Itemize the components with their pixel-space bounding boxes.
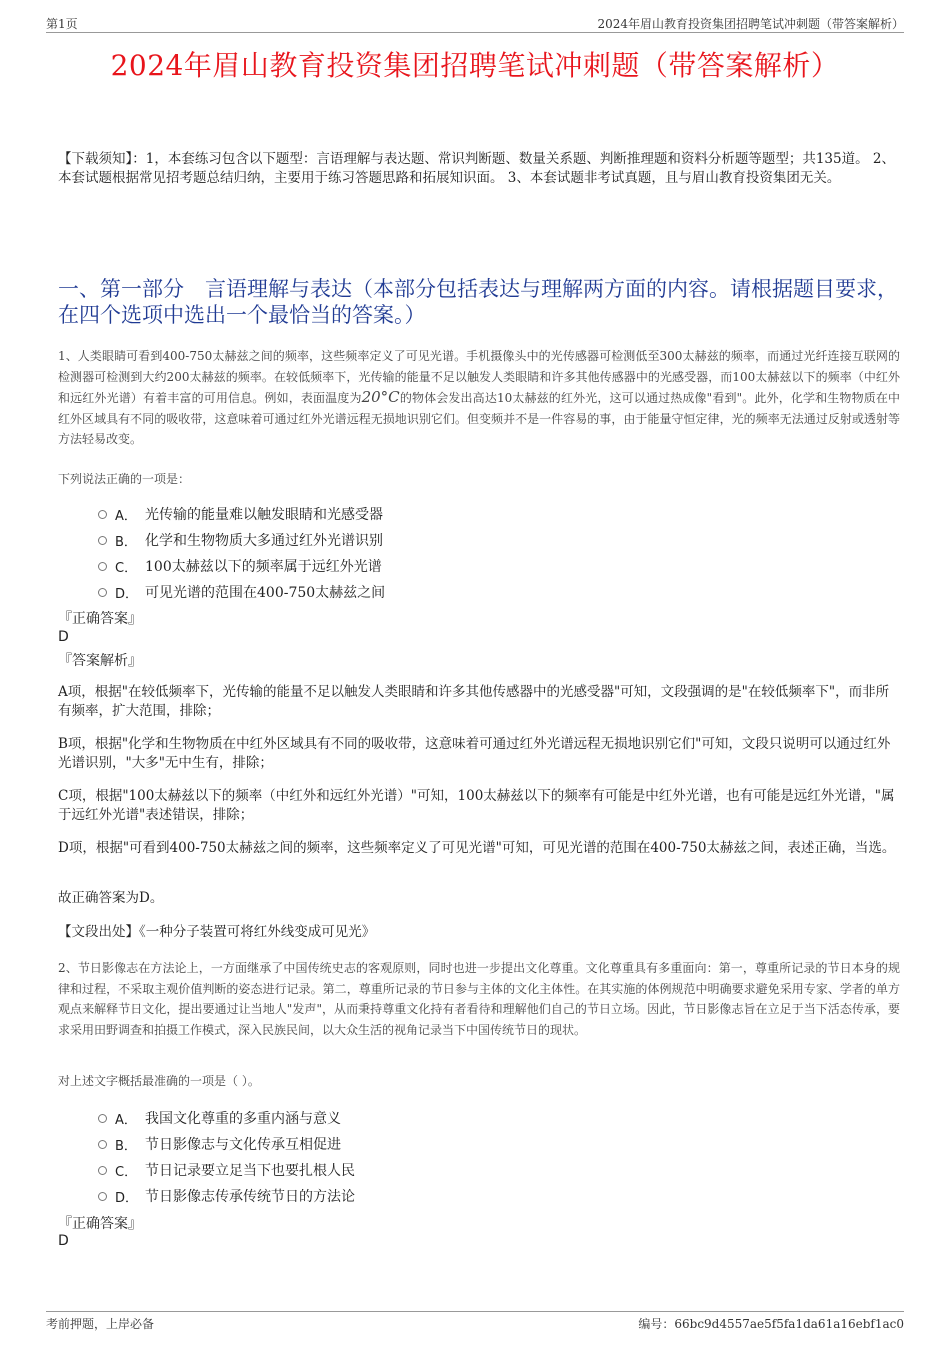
analysis-item-c: C项，根据"100太赫兹以下的频率（中红外和远红外光谱）"可知，100太赫兹以下的频率有可能是中红外光谱，也有可能是远红外光谱，"属于远红外光谱"表述错误，排除； [58,788,895,823]
source-citation: 【文段出处】《一种分子装置可将红外线变成可见光》 [58,924,376,940]
option-text: 化学和生物物质大多通过红外光谱识别 [145,533,383,549]
question-1-option-c[interactable] [98,556,382,576]
question-2-answer-label: 『正确答案』 [58,1216,142,1232]
radio-icon[interactable] [98,536,107,545]
section-heading: 一、第一部分 言语理解与表达（本部分包括表达与理解两方面的内容。请根据题目要求，在四个选项中选出一个最恰当的答案。） [58,277,898,327]
question-1-option-b[interactable] [98,530,383,550]
option-letter: C． [115,1164,138,1180]
option-letter: B． [115,534,137,550]
question-1-answer: D [58,629,69,645]
option-letter: A． [115,1112,137,1128]
option-letter: C． [115,560,138,576]
option-letter: D． [115,586,139,602]
radio-icon[interactable] [98,1192,107,1201]
question-1-option-a[interactable] [98,504,383,524]
option-text: 光传输的能量难以触发眼睛和光感受器 [145,507,383,523]
question-2-text: 2、节日影像志在方法论上，一方面继承了中国传统史志的客观原则，同时也进一步提出文化尊重。文化尊重具有多重面向：第一，尊重所记录的节日本身的规律和过程，不采取主观价值判断的姿态进行记录。第二，尊重所记录的节日参与主体的文化主体性。在其实施的体例规范中明确要求避免采用专家、学者的单方观点来解释节日文化，提出要通过让当地人"发声"，从而秉持尊重文化持有者看待和理解他们自己的节日立场。因此，节日影像志旨在立足于当下活态传承，要求采用田野调查和拍摄工作模式，深入民族民间，以大众生活的视角记录当下中国传统节日的现状。 [58,961,900,1037]
question-1-prompt: 下列说法正确的一项是： [58,472,191,486]
footer-slogan: 考前押题，上岸必备 [46,1317,155,1331]
question-1-text [58,346,900,450]
header-divider [46,32,904,33]
question-2-prompt: 对上述文字概括最准确的一项是（ ）。 [58,1074,260,1088]
analysis-item-a: A项，根据"在较低频率下，光传输的能量不足以触发人类眼睛和许多其他传感器中的光感受器"可知，文段强调的是"在较低频率下"，而非所有频率，扩大范围，排除； [58,684,890,719]
footer-divider [46,1311,904,1312]
analysis-item-b: B项，根据"化学和生物物质在中红外区域具有不同的吸收带，这意味着可通过红外光谱远程无损地识别它们"可知，文段只说明可以通过红外光谱识别，"大多"无中生有，排除； [58,736,891,771]
analysis-item-d: D项，根据"可看到400-750太赫兹之间的频率，这些频率定义了可见光谱"可知，可见光谱的范围在400-750太赫兹之间，表述正确，当选。 [58,840,896,856]
question-1-answer-label: 『正确答案』 [58,611,142,627]
question-1-text-part-b: 的物体会发出高达10太赫兹的红外光，这可以通过热成像"看到"。此外，化学和生物物质在中红外区域具有不同的吸收带，这意味着可通过红外光谱远程无损地识别它们。但变频并不是一件容易的事，由于能量守恒定律，光的频率无法通过反射或透射等方法轻易改变。 [58,391,900,446]
question-2-option-c[interactable] [98,1160,355,1180]
radio-icon[interactable] [98,1166,107,1175]
question-2-option-a[interactable] [98,1108,341,1128]
radio-icon[interactable] [98,1140,107,1149]
radio-icon[interactable] [98,588,107,597]
option-letter: A． [115,508,137,524]
option-text: 可见光谱的范围在400-750太赫兹之间 [145,585,386,601]
radio-icon[interactable] [98,1114,107,1123]
radio-icon[interactable] [98,562,107,571]
header-doc-title: 2024年眉山教育投资集团招聘笔试冲刺题（带答案解析） [597,17,904,31]
question-1-text-part-a: 1、人类眼睛可看到400-750太赫兹之间的频率，这些频率定义了可见光谱。手机摄像头中的光传感器可检测低至300太赫兹的频率，而通过光纤连接互联网的检测器可检测到大约200太赫兹的频率。在较低频率下，光传输的能量不足以触发人类眼睛和许多其他传感器中的光感受器，而100太赫兹以下的频率（中红外和远红外光谱）有着丰富的可用信息。例如，表面温度为 [58,349,900,405]
option-text: 我国文化尊重的多重内涵与意义 [145,1111,341,1127]
question-1-analysis-label: 『答案解析』 [58,653,142,669]
option-text: 节日影像志与文化传承互相促进 [145,1137,341,1153]
option-text: 节日影像志传承传统节日的方法论 [145,1189,355,1205]
question-2-answer: D [58,1233,69,1249]
page-title: 2024年眉山教育投资集团招聘笔试冲刺题（带答案解析） [110,49,840,82]
option-text: 100太赫兹以下的频率属于远红外光谱 [145,559,382,575]
option-letter: B． [115,1138,137,1154]
temperature-formula: 20°C [361,388,400,406]
option-letter: D． [115,1190,139,1206]
radio-icon[interactable] [98,510,107,519]
question-2-option-d[interactable] [98,1186,355,1206]
question-2-option-b[interactable] [98,1134,341,1154]
analysis-conclusion: 故正确答案为D。 [58,890,164,906]
footer-doc-id: 编号：66bc9d4557ae5f5fa1da61a16ebf1ac0 [638,1317,904,1331]
download-notice: 【下载须知】：1，本套练习包含以下题型：言语理解与表达题、常识判断题、数量关系题、判断推理题和资料分析题等题型；共135道。 2、本套试题根据常见招考题总结归纳，主要用于练习答题思路和拓展知识面。 3、本套试题非考试真题，且与眉山教育投资集团无关。 [58,151,895,186]
option-text: 节日记录要立足当下也要扎根人民 [145,1163,355,1179]
question-1-option-d[interactable] [98,582,385,602]
page-number: 第1页 [46,17,78,31]
